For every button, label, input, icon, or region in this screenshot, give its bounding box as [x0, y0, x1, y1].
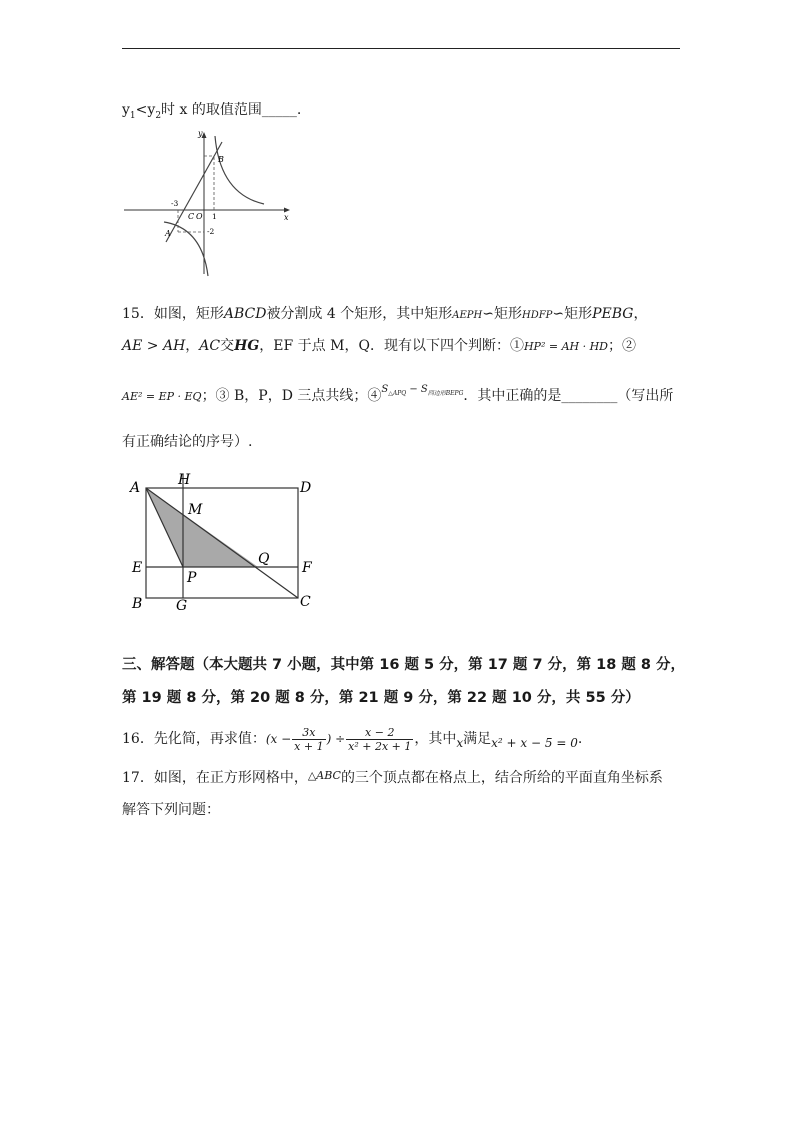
origin-o: O	[196, 212, 203, 221]
q15-jiao: 交	[220, 338, 235, 354]
judgement-1: HP² = AH · HD	[523, 340, 609, 353]
label-m: M	[188, 502, 203, 518]
q16-fraction-2	[346, 726, 413, 753]
x-axis-label: x	[284, 213, 289, 222]
q17-line2: 解答下列问题：	[122, 802, 220, 818]
label-d: D	[300, 480, 312, 496]
q15-text5: ．其中正确的是________（写出所	[463, 388, 674, 404]
q15-text6: 有正确结论的序号）.	[122, 434, 253, 450]
q16-prefix: 16．先化简，再求值：	[122, 731, 266, 747]
y-axis-label: y	[198, 129, 203, 138]
label-c: C	[300, 594, 311, 610]
q15-text3: ；②	[608, 338, 637, 354]
q14-lt: <	[135, 102, 148, 118]
similar-sign-1: ∽矩形	[482, 306, 522, 322]
q16-f1-denominator: x + 1	[294, 739, 324, 753]
q15-text2: ，EF 于点 M，Q．现有以下四个判断：①	[259, 338, 524, 354]
q16-f2-numerator: x − 2	[346, 726, 413, 740]
judgement-4-sub1: △APQ	[388, 390, 407, 397]
q15-line4	[122, 432, 252, 452]
q14-sub1: 1	[129, 110, 136, 121]
segment-hg: HG	[234, 338, 260, 354]
tick-neg2: -2	[207, 227, 215, 236]
header-rule	[122, 48, 680, 49]
rect-pebg: PEBG	[592, 306, 634, 322]
judgement-4-sub2: 四边形BEPG	[427, 390, 464, 397]
q17-text1: 的三个顶点都在格点上，结合所给的平面直角坐标系	[340, 770, 663, 786]
label-p: P	[187, 570, 197, 586]
q14-question-text: 时 x 的取值范围_____.	[161, 102, 302, 118]
point-c: C	[188, 212, 195, 221]
hyperbola-upper-branch	[215, 136, 264, 204]
triangle-abc: △ABC	[307, 769, 341, 782]
q16-mid: ，其中	[414, 731, 457, 747]
q15-text1: 被分割成 4 个矩形，其中矩形	[266, 306, 453, 322]
q15-prefix: 15．如图，矩形	[122, 306, 224, 322]
section3-heading-line2: 第 19 题 8 分，第 20 题 8 分，第 21 题 9 分，第 22 题 10 分，共 55 分）	[122, 690, 640, 706]
q14-tail	[122, 100, 301, 126]
q16-var-x: x	[456, 736, 464, 750]
judgement-4-s2: − S	[406, 384, 428, 395]
label-e: E	[132, 560, 143, 576]
judgement-4-s1: S	[381, 384, 389, 395]
q16-f2-denominator: x² + 2x + 1	[348, 739, 412, 753]
label-b: B	[132, 596, 143, 612]
tick-neg3: -3	[171, 199, 179, 208]
q15-line2	[122, 336, 636, 357]
label-h: H	[178, 472, 191, 488]
q16	[122, 724, 582, 754]
q16-f1-numerator: 3x	[292, 726, 325, 740]
q15-sep: ，	[185, 338, 200, 354]
segment-ac: AC	[199, 338, 221, 354]
q16-lparen: (x −	[265, 732, 292, 746]
q15-line1	[122, 304, 647, 326]
graph-hyperbola-line	[118, 124, 298, 280]
q14-y2: y	[147, 102, 156, 118]
q17-prefix: 17．如图，在正方形网格中，	[122, 770, 308, 786]
point-b: B	[218, 155, 224, 164]
label-f: F	[302, 560, 312, 576]
q16-fraction-1	[292, 726, 325, 753]
rect-aeph: AEPH	[452, 310, 483, 321]
rect-hdfp: HDFP	[521, 310, 553, 321]
tick-1: 1	[212, 212, 217, 221]
label-q: Q	[258, 551, 270, 567]
q14-y1: y	[122, 102, 130, 118]
point-a: A	[165, 229, 171, 238]
rect-abcd: ABCD	[223, 306, 267, 322]
q17-line1	[122, 768, 663, 789]
label-a: A	[130, 480, 141, 496]
q16-rparen-div: ) ÷	[326, 732, 346, 746]
q15-text4: ；③ B，P，D 三点共线；④	[201, 388, 382, 404]
q16-cond-label: 满足	[463, 731, 492, 747]
q16-condition: x² + x − 5 = 0	[491, 736, 578, 750]
ae-gt-ah: AE > AH	[122, 338, 186, 354]
section3-heading-line1: 三、解答题（本大题共 7 小题，其中第 16 题 5 分，第 17 题 7 分，第 18 题 8 分，	[122, 657, 686, 673]
label-g: G	[176, 598, 188, 612]
q15-line3	[122, 386, 673, 412]
q14-sub2: 2	[155, 110, 162, 121]
similar-sign-2: ∽矩形	[552, 306, 593, 322]
q16-end: .	[577, 731, 583, 747]
graph-rectangle	[128, 470, 328, 612]
judgement-2: AE² = EP · EQ	[122, 390, 202, 403]
q15-comma: ，	[633, 306, 648, 322]
